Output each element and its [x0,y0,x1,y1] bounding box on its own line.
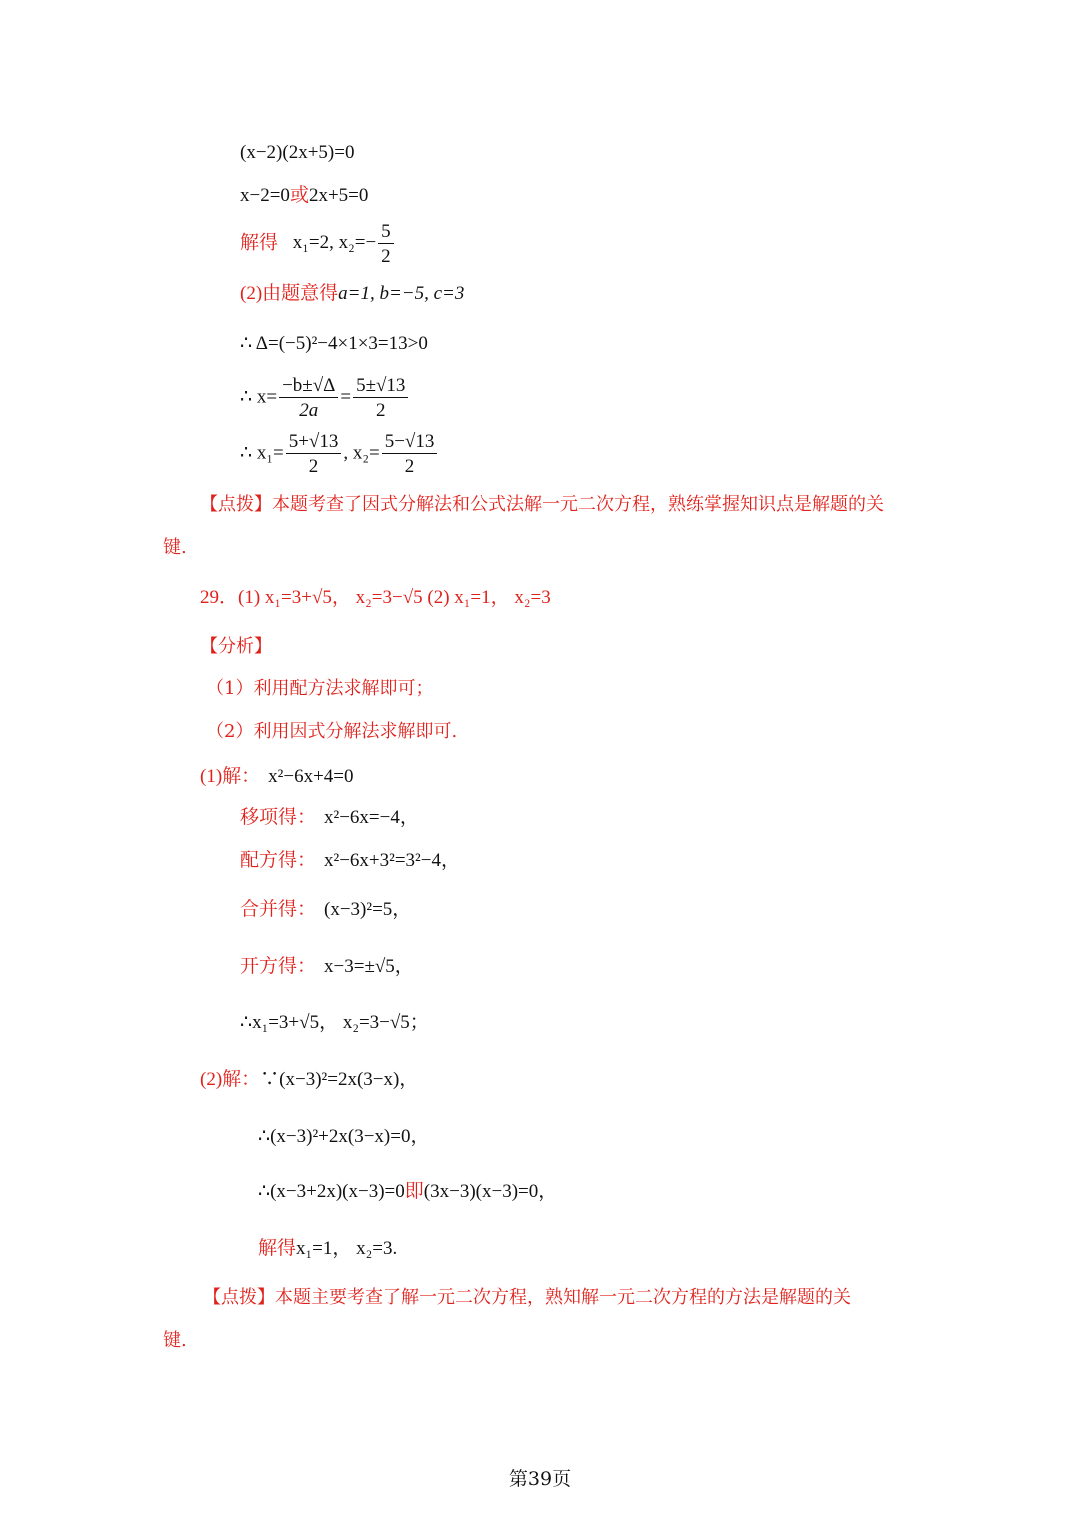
part2-line [240,284,464,303]
sol-lhs: ∴ x₁= [240,442,284,464]
sol2-fraction [382,432,438,476]
tip-label: 【点拨】 [200,494,272,515]
step2-label: 配方得： [240,850,317,871]
p2-solve-label: 解得 [258,1238,297,1259]
case-left: x−2=0 [240,185,290,206]
p2-step2-ji: 即 [404,1181,424,1202]
p2-solve: x₁=1， x₂=3. [296,1238,398,1259]
analysis-1: （1）利用配方法求解即可； [206,678,434,699]
p2-step2a: ∴(x−3+2x)(x−3)=0 [258,1181,405,1202]
step2-eq: x²−6x+3²=3²−4， [324,850,460,871]
delta-line: ∴ Δ=(−5)²−4×1×3=13>0 [240,333,428,354]
tip-28 [200,496,884,514]
formula-fraction-2 [353,376,408,420]
formula-num: −b±√Δ [279,376,338,398]
step1-eq: x²−6x=−4， [324,807,419,828]
roots-den: 2 [381,246,391,267]
sol2-lhs: , x₂= [343,442,380,464]
p2-step1-line: ∴(x−3)²+2x(3−x)=0， [258,1126,430,1147]
page-number: 第39页 [508,1468,572,1490]
case-or: 或 [289,185,309,206]
roots-text: x₁=2, x₂=− [292,232,377,254]
formula-fraction [279,376,338,420]
step4-eq: x−3=±√5， [324,956,414,977]
sol1-fraction [286,432,342,476]
tip-29-text: 本题主要考查了解一元二次方程，熟知解一元二次方程的方法是解题的关 [275,1287,851,1308]
p2-label: (2)解： [200,1069,261,1090]
p1-label: (1)解： [200,766,261,787]
tip-29 [203,1289,851,1307]
p2-step2b: (3x−3)(x−3)=0， [423,1181,558,1202]
part2-29-line [200,1070,418,1089]
solutions-line [240,432,439,476]
factored-equation: (x−2)(2x+5)=0 [240,142,355,163]
case-split [240,186,368,205]
sol2-num: 5−√13 [382,432,438,454]
analysis-label: 【分析】 [200,636,272,657]
p2-step2-line [258,1182,557,1201]
step1-line [240,808,419,827]
step1-label: 移项得： [240,807,317,828]
tip-text: 本题考查了因式分解法和公式法解一元二次方程，熟练掌握知识点是解题的关 [272,494,884,515]
analysis-2: （2）利用因式分解法求解即可. [206,721,458,742]
p2-eq: ∵(x−3)²=2x(3−x)， [260,1069,419,1090]
step4-line [240,957,414,976]
tip-29-label: 【点拨】 [203,1287,275,1308]
step2-line [240,851,460,870]
roots-fraction [378,222,394,266]
part1-line [200,767,354,786]
formula-den: 2a [299,400,319,421]
answer-29: 29．(1) x₁=3+√5， x₂=3−√5 (2) x₁=1， x₂=3 [200,587,551,608]
case-right: 2x+5=0 [308,185,369,206]
step4-label: 开方得： [240,956,317,977]
solve-label: 解得 [240,232,279,254]
formula-num-2: 5±√13 [353,376,408,398]
roots-line [240,222,396,266]
sol2-den: 2 [404,456,415,477]
part2-label: (2)由题意得 [240,283,339,304]
step5-line: ∴x₁=3+√5， x₂=3−√5； [240,1012,429,1033]
step3-line [240,900,411,919]
step3-eq: (x−3)²=5， [324,899,412,920]
sol1-num: 5+√13 [286,432,342,454]
part2-coeffs: a=1, b=−5, c=3 [338,283,465,304]
sol1-den: 2 [308,456,319,477]
roots-num: 5 [378,222,394,244]
step3-label: 合并得： [240,899,317,920]
tip-29-cont: 键. [163,1330,187,1351]
formula-line: ∴ x= $\frac{-b\pm√\Delta}{2a}$ = $\frac{5\pm√13}{2}$ [240,376,410,420]
formula-den-2: 2 [376,400,386,421]
p2-solve-line [258,1239,397,1258]
formula-lhs: ∴ x= [240,386,278,408]
p1-eq: x²−6x+4=0 [268,766,354,787]
tip-28-cont: 键. [163,537,187,558]
